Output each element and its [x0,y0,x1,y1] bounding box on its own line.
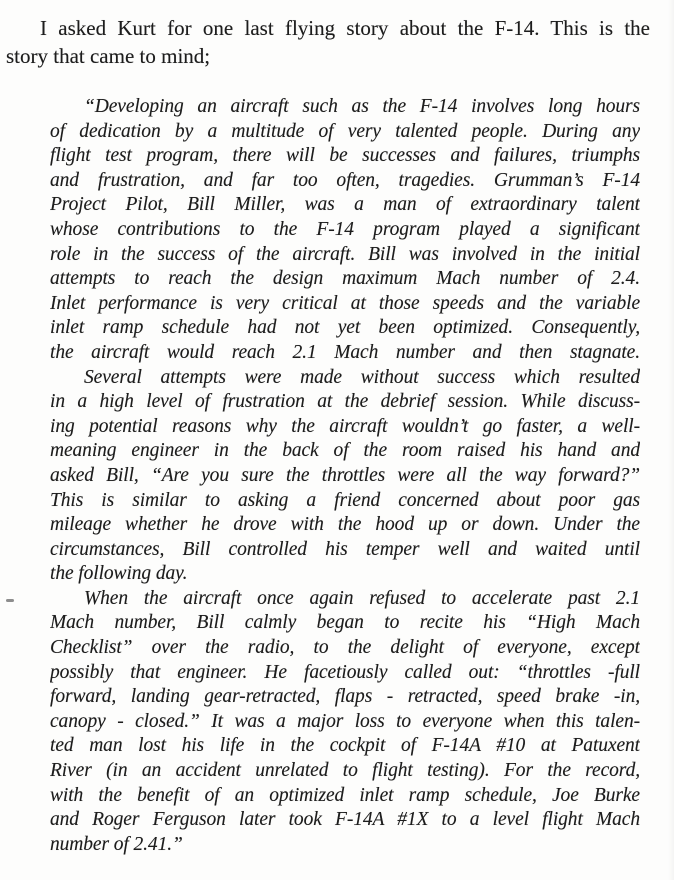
text-line: the aircraft would reach 2.1 Mach number and then stagnate. [50,341,640,363]
scan-speck [6,599,14,602]
text-line: role in the success of the aircraft. Bill was involved in the initial [50,243,640,265]
text-line: Mach number, Bill calmly began to recite his “High Mach [50,612,640,634]
quote-paragraph-1 [50,95,640,366]
text-line: River (in an accident unrelated to flight testing). For the record, [50,760,640,782]
text-line: story that came to mind; [6,44,211,68]
text-line: canopy - closed.” It was a major loss to everyone when this talen- [50,710,640,732]
text-line: number of 2.41.” [50,833,183,855]
text-line: forward, landing gear-retracted, flaps - retracted, speed brake -in, [50,686,640,708]
text-line: Checklist” over the radio, to the delight of everyone, except [50,637,640,659]
text-line: of dedication by a multitude of very talented people. During any [50,120,640,142]
story-quote [50,95,640,857]
text-line: inlet ramp schedule had not yet been optimized. Consequently, [50,317,640,339]
text-line: and Roger Ferguson later took F-14A #1X to a level flight Mach [50,809,640,831]
text-line: Inlet performance is very critical at those speeds and the variable [50,292,640,314]
text-line: flight test program, there will be successes and failures, triumphs [50,145,640,167]
text-line: circumstances, Bill controlled his temper well and waited until [50,538,640,560]
text-line: and frustration, and far too often, tragedies. Grumman’s F-14 [50,169,640,191]
text-line: When the aircraft once again refused to accelerate past 2.1 [84,587,640,609]
text-line: possibly that engineer. He facetiously called out: “throttles -full [50,661,640,683]
text-line: in a high level of frustration at the debrief session. While discuss- [50,391,640,413]
text-line: Several attempts were made without success which resulted [84,366,640,388]
text-line: I asked Kurt for one last flying story about the F-14. This is the [40,16,650,40]
text-line: asked Bill, “Are you sure the throttles were all the way forward?” [50,464,640,486]
text-line: ted man lost his life in the cockpit of F-14A #10 at Patuxent [50,735,640,757]
text-line: meaning engineer in the back of the room raised his hand and [50,440,640,462]
text-line: Project Pilot, Bill Miller, was a man of extraordinary talent [50,194,640,216]
page-edge-shade [668,0,674,880]
quote-paragraph-2 [50,366,640,587]
text-line: with the benefit of an optimized inlet ramp schedule, Joe Burke [50,784,640,806]
quote-paragraph-3 [50,587,640,858]
intro-paragraph [6,14,650,70]
text-line: whose contributions to the F-14 program played a significant [50,218,640,240]
text-line: attempts to reach the design maximum Mach number of 2.4. [50,268,640,290]
text-line: ing potential reasons why the aircraft wouldn’t go faster, a well- [50,415,640,437]
text-line: the following day. [50,563,188,585]
text-line: mileage whether he drove with the hood up or down. Under the [50,514,640,536]
text-line: This is similar to asking a friend concerned about poor gas [50,489,640,511]
text-line: “Developing an aircraft such as the F-14 involves long hours [84,96,640,117]
